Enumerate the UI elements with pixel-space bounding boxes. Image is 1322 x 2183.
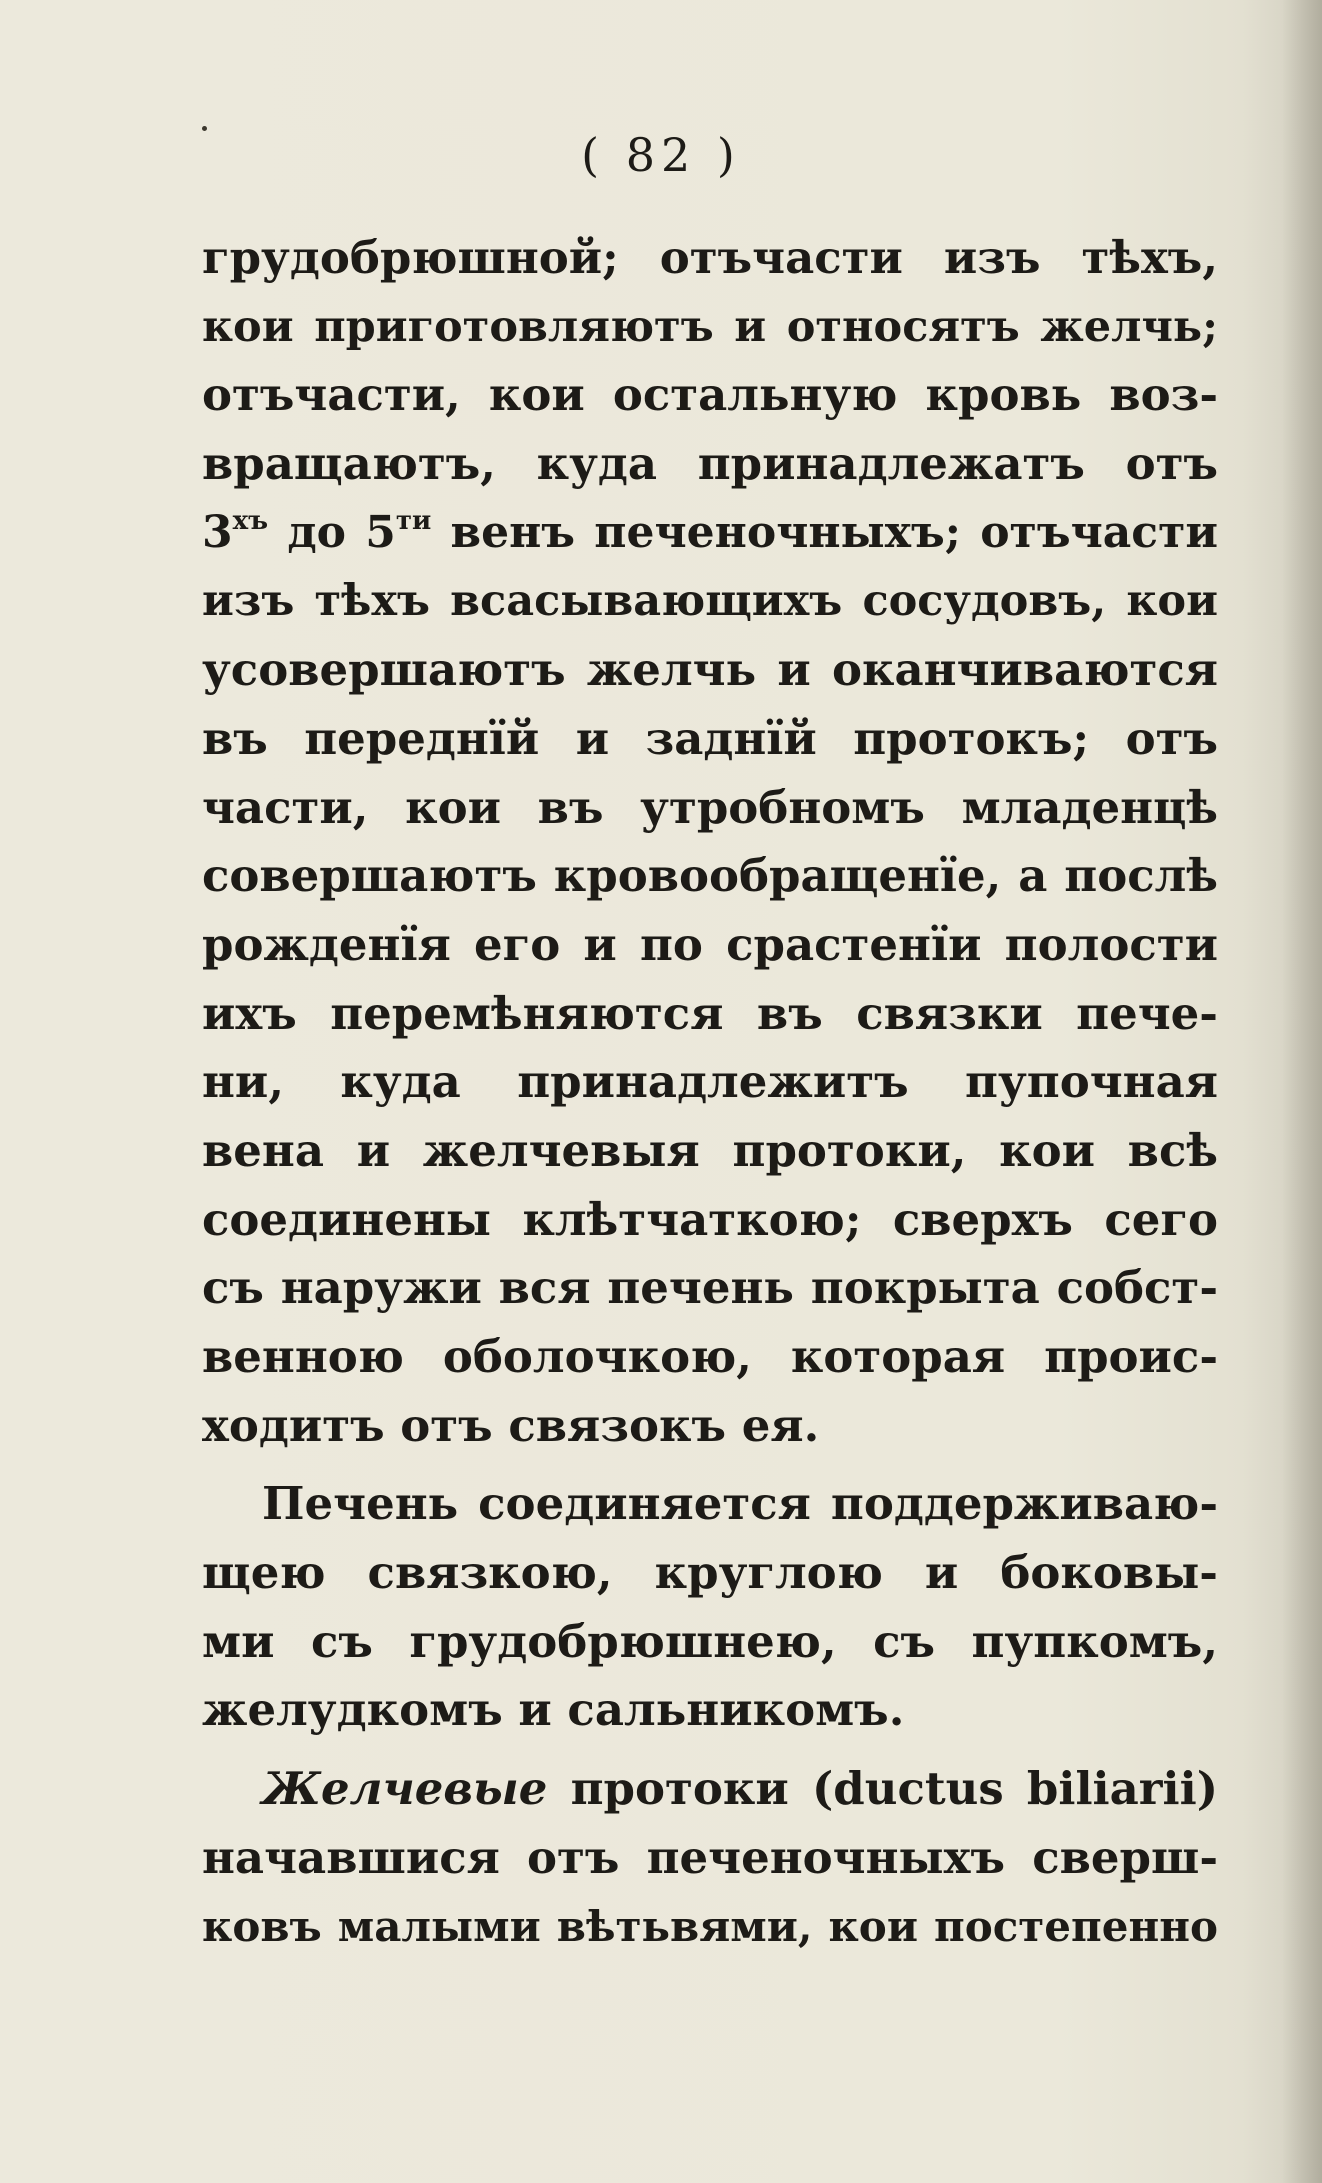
text-line: рожденїя его и по срастенїи полости [202, 917, 1218, 971]
text-fragment: до 5 [268, 506, 396, 558]
text-line: ходитъ отъ связокъ ея. [202, 1398, 820, 1452]
text-fragment: протоки (ductus biliarii) [547, 1762, 1218, 1816]
text-line: щею связкою, круглою и боковы- [202, 1546, 1218, 1600]
page-number: ( 82 ) [581, 128, 741, 182]
superscript: хъ [232, 505, 269, 536]
paragraph-gap [202, 1460, 1218, 1470]
text-line: ни, куда принадлежитъ пупочная [202, 1055, 1218, 1109]
text-line: грудобрюшной; отъчасти изъ тѣхъ, [202, 231, 1218, 284]
text-line: ихъ перемѣняются въ связки пече- [202, 986, 1218, 1040]
text-line: вращаютъ, куда принадлежатъ отъ [202, 437, 1218, 491]
italic-term: Желчевые [262, 1762, 548, 1816]
text-line: ми съ грудобрюшнею, съ пупкомъ, [202, 1614, 1218, 1668]
text-line: въ переднїй и заднїй протокъ; отъ [202, 711, 1218, 765]
text-line: съ наружи вся печень покрыта собст- [202, 1261, 1218, 1315]
text-line: усовершаютъ желчь и оканчиваются [202, 643, 1218, 697]
text-fragment: венъ печеночныхъ; отъчасти [431, 506, 1218, 558]
superscript: ти [395, 505, 432, 536]
paragraph-gap [202, 1745, 1218, 1755]
text-line: изъ тѣхъ всасывающихъ сосудовъ, кои [202, 576, 1218, 627]
text-line-with-superscripts [202, 499, 1218, 568]
text-line: отъчасти, кои остальную кровь воз- [202, 368, 1218, 422]
text-line: совершаютъ кровообращенїе, а послѣ [202, 849, 1218, 903]
text-line: кои приготовляютъ и относятъ желчь; [202, 301, 1218, 352]
page-text [202, 224, 1218, 1961]
text-line: вена и желчевыя протоки, кои всѣ [202, 1123, 1218, 1177]
text-line: соединены клѣтчаткою; сверхъ сего [202, 1192, 1218, 1246]
text-fragment: 3 [202, 506, 233, 558]
text-line-with-italic [202, 1755, 1218, 1824]
text-line: венною оболочкою, которая проис- [202, 1330, 1218, 1383]
text-line: желудкомъ и сальникомъ. [202, 1683, 905, 1737]
text-line: ковъ малыми вѣтьвями, кои постепенно [202, 1901, 1218, 1951]
text-line: начавшися отъ печеночныхъ сверш- [202, 1830, 1218, 1884]
text-line: Печень соединяется поддерживаю- [262, 1477, 1218, 1531]
text-line: части, кои въ утробномъ младенцѣ [202, 780, 1218, 834]
page-edge-shadow [1282, 0, 1322, 2183]
